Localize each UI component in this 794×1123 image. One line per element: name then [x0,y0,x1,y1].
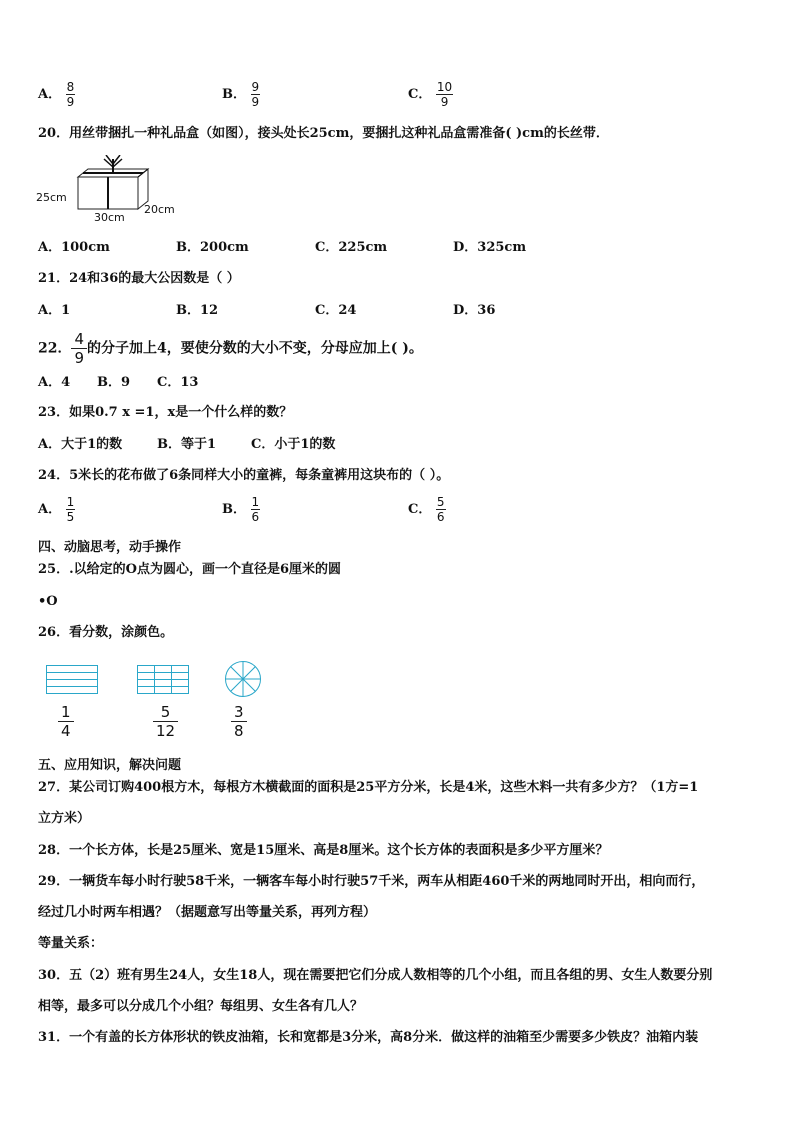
denominator: 12 [156,722,176,740]
denominator: 6 [251,510,260,524]
denominator: 8 [234,722,244,740]
q30-line-2: 相等，最多可以分成几个小组？每组男、女生各有几人？ [38,999,364,1014]
denominator: 9 [66,95,75,109]
q20-option-b[interactable]: B．200cm [176,240,249,255]
q25-text: 25．.以给定的O点为圆心，画一个直径是6厘米的圆 [38,562,341,577]
q30-line-1: 30．五（2）班有男生24人，女生18人，现在需要把它们分成人数相等的几个小组，而且各组的男、女生人数要分别 [38,968,713,983]
fraction [71,330,87,367]
q23-option-b[interactable]: B．等于1 [157,437,217,452]
q24-option-b[interactable] [222,495,260,524]
q28-text: 28．一个长方体，长是25厘米、宽是15厘米、高是8厘米。这个长方体的表面积是多少平方厘米？ [38,843,609,858]
q31-text: 31．一个有盖的长方体形状的铁皮油箱，长和宽都是3分米，高8分米．做这样的油箱至少需要多少铁皮？油箱内装 [38,1030,699,1045]
q24-text: 24．5米长的花布做了6条同样大小的童裤，每条童裤用这块布的（ ）。 [38,468,450,483]
q21-option-b[interactable]: B．12 [176,303,219,318]
option-letter: C． [408,87,432,102]
q27-line-2: 立方米） [38,811,91,826]
question-body: 的分子加上4，要使分数的大小不变，分母应加上( )。 [87,340,423,357]
denominator: 5 [66,510,75,524]
rectangle-quarters-figure[interactable] [46,665,98,694]
fraction [251,80,261,109]
q20-text: 20．用丝带捆扎一种礼品盒（如图），接头处长25cm，要捆扎这种礼品盒需准备( )cm的长丝带． [38,126,609,141]
numerator: 1 [251,495,260,509]
q24-option-a[interactable] [38,495,75,524]
fraction [66,80,76,109]
fraction [153,703,178,740]
question-number: 22． [38,340,72,357]
box-height-label: 25cm [36,191,67,204]
gift-box-figure [36,155,196,230]
fraction [58,703,74,740]
q21-option-a[interactable]: A．1 [38,303,71,318]
q20-option-a[interactable]: A．100cm [38,240,110,255]
q26-fraction-1 [58,703,74,740]
fraction [436,80,453,109]
q29-line-3: 等量关系： [38,936,104,951]
q22-text [38,330,423,367]
q26-fraction-2 [153,703,178,740]
fraction [231,703,247,740]
option-letter: A． [38,502,62,517]
point-o: •O [38,594,58,609]
numerator: 3 [231,703,247,722]
section-4-heading: 四、动脑思考，动手操作 [38,540,182,555]
q22-option-c[interactable]: C．13 [157,375,199,390]
q23-text: 23．如果0.7 x =1，x是一个什么样的数？ [38,405,293,420]
q20-option-c[interactable]: C．225cm [315,240,388,255]
denominator: 4 [61,722,71,740]
option-letter: C． [408,502,432,517]
option-letter: B． [222,87,246,102]
q22-option-b[interactable]: B．9 [97,375,131,390]
option-letter: B． [222,502,246,517]
q24-option-c[interactable] [408,495,446,524]
box-length-label: 30cm [94,211,125,224]
numerator: 5 [436,495,445,509]
q23-option-a[interactable]: A．大于1的数 [38,437,123,452]
numerator: 4 [71,330,87,349]
fraction [251,495,261,524]
q19-option-b[interactable] [222,80,260,109]
denominator: 9 [440,95,449,109]
rectangle-twelfths-figure[interactable] [137,665,189,694]
q19-option-a[interactable] [38,80,75,109]
q19-option-c[interactable] [408,80,453,109]
q26-fraction-3 [231,703,247,740]
q22-option-a[interactable]: A．4 [38,375,71,390]
q21-text: 21．24和36的最大公因数是（ ） [38,271,240,286]
box-width-label: 20cm [144,203,175,216]
option-letter: A． [38,87,62,102]
q21-option-d[interactable]: D．36 [453,303,496,318]
numerator: 1 [58,703,74,722]
q29-line-1: 29．一辆货车每小时行驶58千米，一辆客车每小时行驶57千米，两车从相距460千米的两地同时开出，相向而行， [38,874,705,889]
numerator: 10 [436,80,453,94]
q29-line-2: 经过几小时两车相遇？（据题意写出等量关系，再列方程） [38,905,377,920]
numerator: 9 [251,80,260,94]
numerator: 1 [66,495,75,509]
q23-option-c[interactable]: C．小于1的数 [251,437,336,452]
numerator: 5 [153,703,178,722]
section-5-heading: 五、应用知识，解决问题 [38,758,182,773]
fraction [436,495,446,524]
numerator: 8 [66,80,75,94]
q26-text: 26．看分数，涂颜色。 [38,625,174,640]
q20-option-d[interactable]: D．325cm [453,240,527,255]
denominator: 9 [251,95,260,109]
fraction [66,495,76,524]
circle-eighths-figure[interactable] [224,660,262,698]
denominator: 6 [436,510,445,524]
q21-option-c[interactable]: C．24 [315,303,357,318]
q27-line-1: 27．某公司订购400根方木，每根方木横截面的面积是25平方分米，长是4米，这些木料一共有多少方？（1方=1 [38,780,699,795]
denominator: 9 [74,349,85,367]
